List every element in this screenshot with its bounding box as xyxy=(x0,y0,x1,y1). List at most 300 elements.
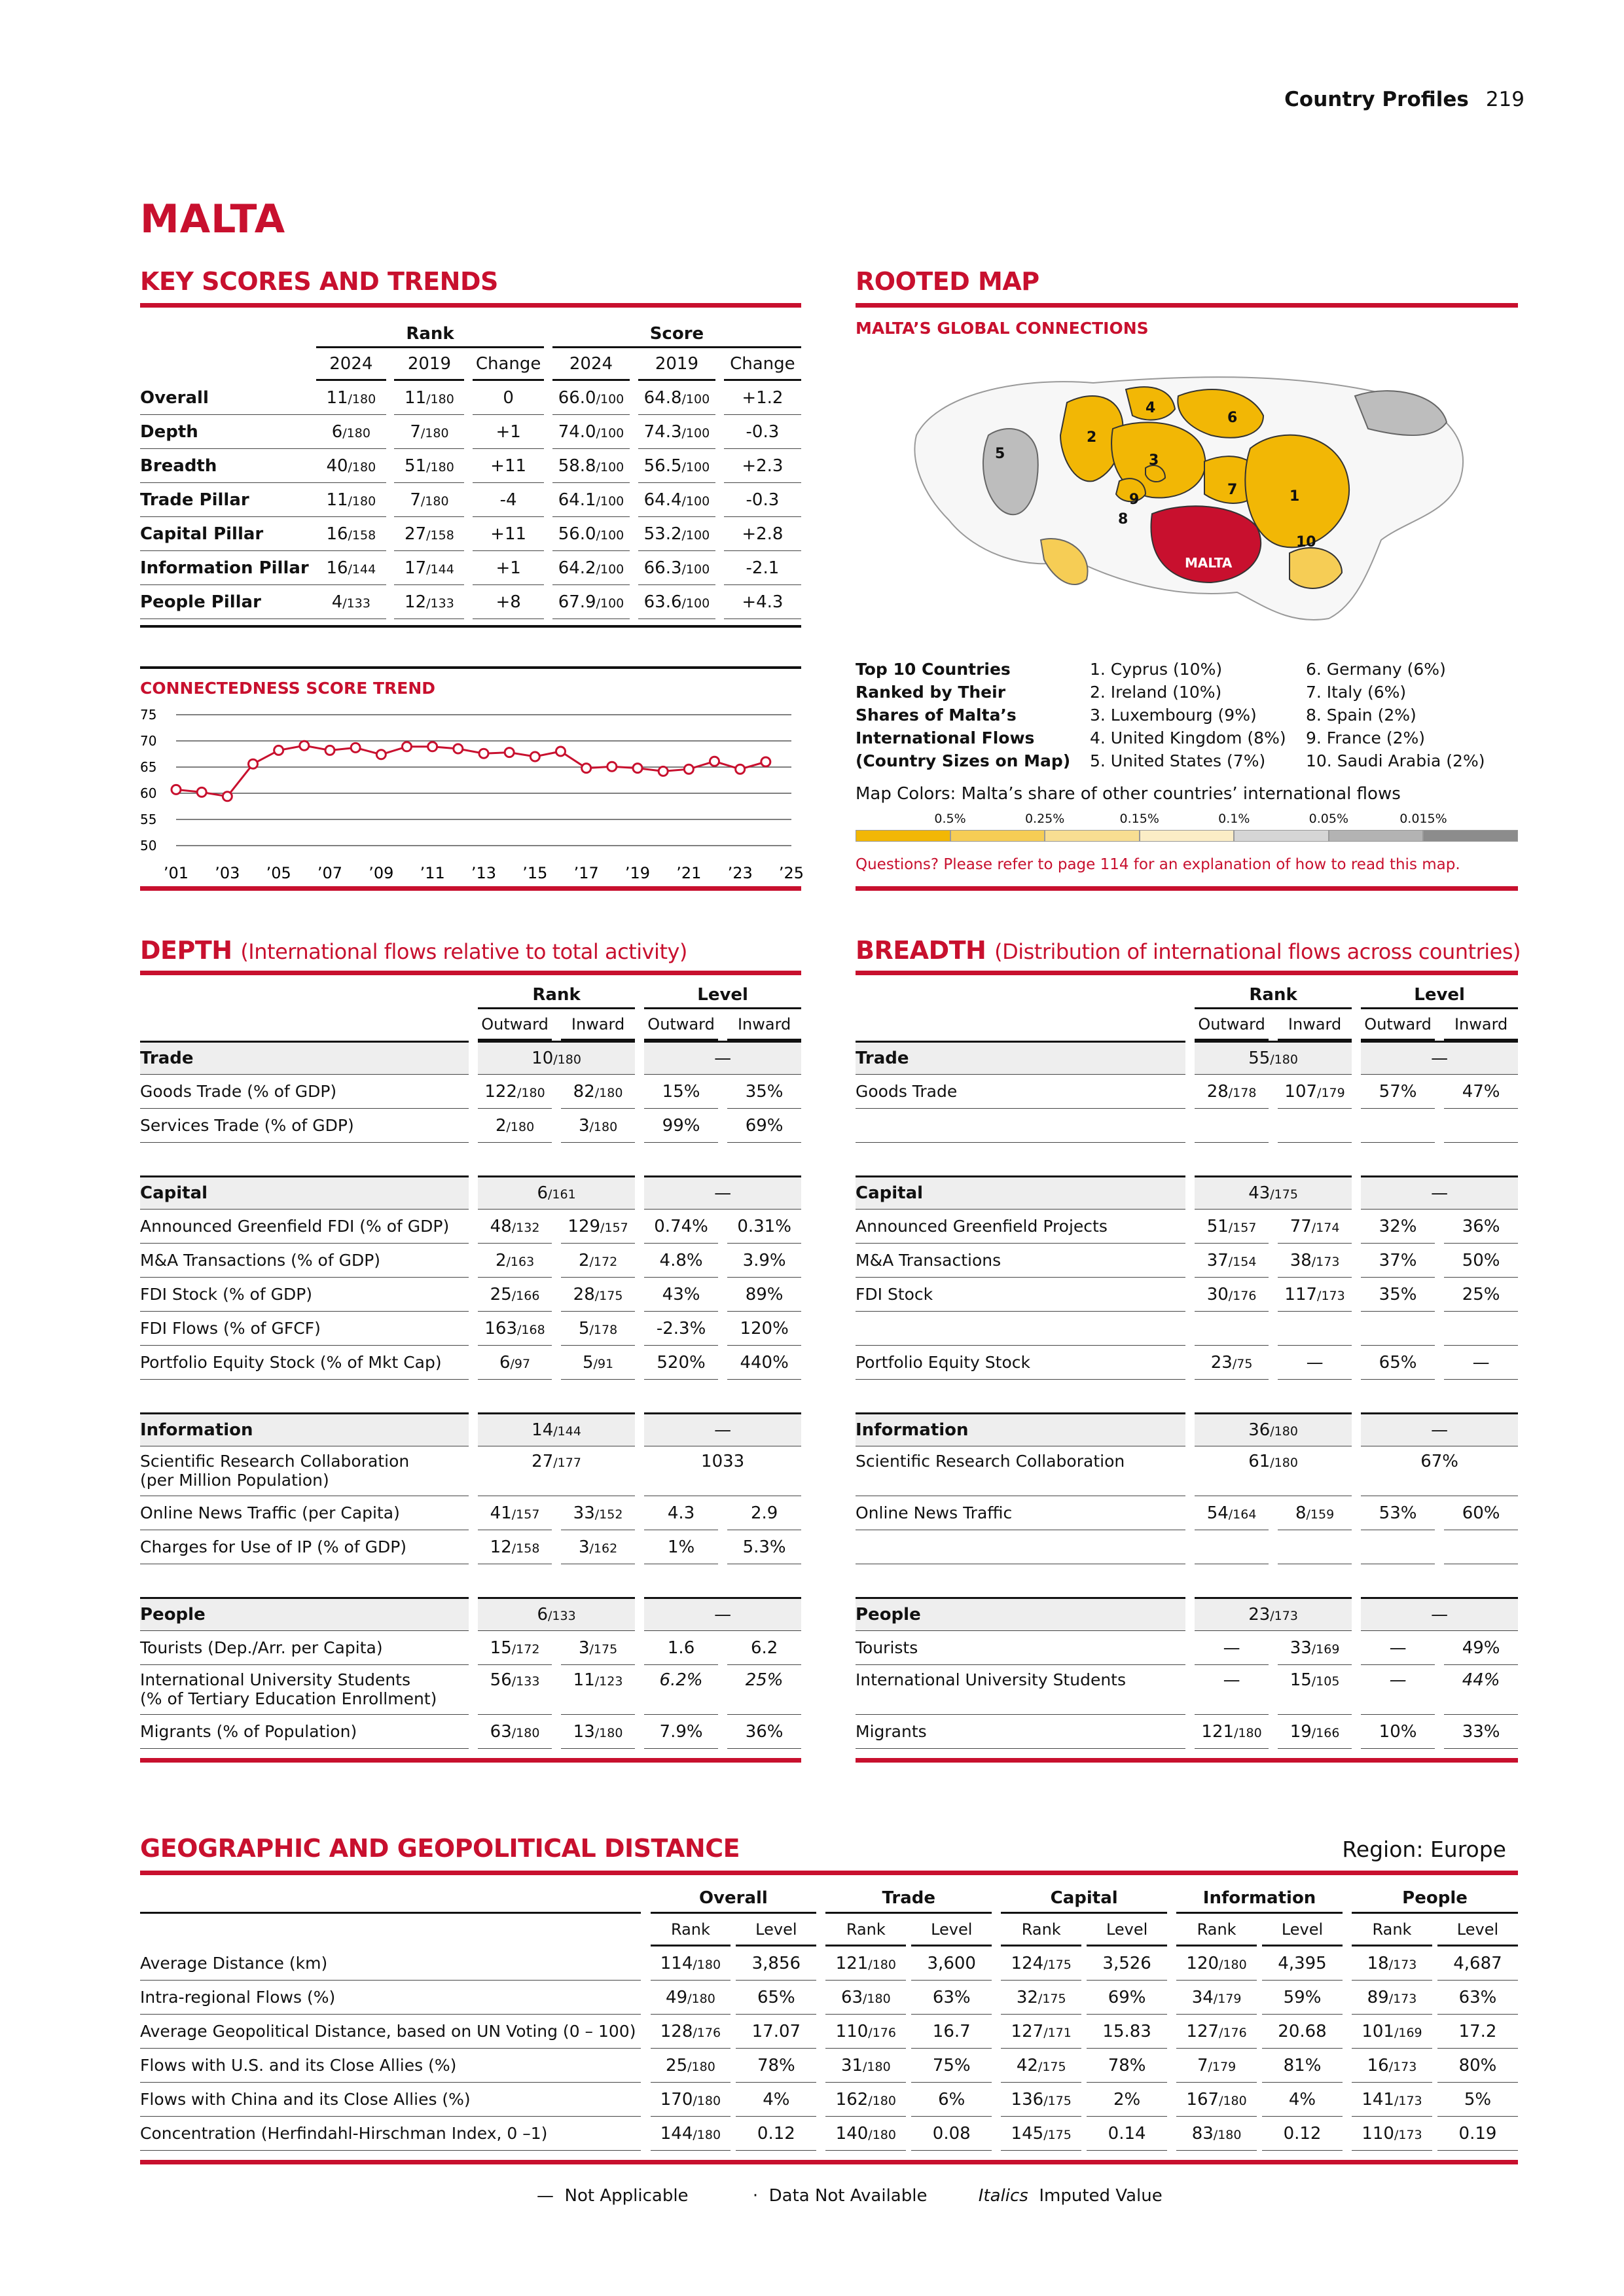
rank-denominator: /162 xyxy=(589,1541,618,1556)
level-value xyxy=(1444,1312,1518,1346)
group-row xyxy=(856,1175,1518,1210)
rank-value: 37 xyxy=(1206,1250,1229,1270)
rank-denominator: /97 xyxy=(510,1356,531,1371)
row-label-line2: (% of Tertiary Education Enrollment) xyxy=(140,1689,437,1708)
row-label: Services Trade (% of GDP) xyxy=(140,1116,354,1135)
row-label: Trade Pillar xyxy=(140,483,316,517)
score-value: 53.2 xyxy=(643,524,682,544)
rank-denominator: /180 xyxy=(517,1085,545,1100)
level-value: 60% xyxy=(1444,1496,1518,1530)
rank-denominator: /178 xyxy=(1228,1085,1257,1100)
level-value: 69% xyxy=(1087,1981,1167,2015)
level-value: 65% xyxy=(1361,1346,1435,1380)
level-value: 0.08 xyxy=(911,2117,992,2151)
table-row xyxy=(140,517,801,551)
rank-denominator: /159 xyxy=(1306,1507,1335,1522)
group-label: Information xyxy=(856,1412,1185,1446)
score-denominator: /100 xyxy=(596,528,624,543)
rank-value: 163 xyxy=(484,1318,518,1338)
top10-title-line: International Flows xyxy=(856,728,1035,747)
score-value: 56.0 xyxy=(558,524,596,544)
level-value: 36% xyxy=(727,1715,801,1749)
rank-denominator: /180 xyxy=(342,425,370,440)
rank-header: Rank xyxy=(478,982,635,1009)
rank-denominator: /173 xyxy=(1388,1991,1417,2006)
rank-value: 54 xyxy=(1206,1503,1229,1523)
page-number: 219 xyxy=(1485,88,1525,111)
map-note: Questions? Please refer to page 114 for an explanation of how to read this map. xyxy=(856,856,1460,873)
column-header: Level xyxy=(1087,1914,1167,1946)
rank-denominator: /133 xyxy=(511,1674,540,1689)
rank-value: 101 xyxy=(1362,2021,1394,2041)
rank-denominator: /180 xyxy=(506,1119,535,1134)
x-tick-label: ’19 xyxy=(624,864,651,882)
x-tick-label: ’11 xyxy=(420,864,445,882)
rank-value: 82 xyxy=(573,1081,595,1102)
group-row xyxy=(140,1175,801,1210)
row-label: Tourists (Dep./Arr. per Capita) xyxy=(140,1638,383,1657)
rank-denominator: /175 xyxy=(589,1641,618,1657)
level-value: 50% xyxy=(1444,1244,1518,1278)
rank-denominator: /133 xyxy=(342,596,370,611)
chart-title: CONNECTEDNESS SCORE TREND xyxy=(140,679,436,698)
legend-label: 0.015% xyxy=(1399,812,1447,826)
score-value: 66.3 xyxy=(643,558,682,578)
group-level: — xyxy=(644,1175,801,1210)
row-label: M&A Transactions xyxy=(856,1251,1001,1270)
level-value: 1033 xyxy=(644,1446,801,1496)
rank-denominator: /171 xyxy=(1043,2025,1072,2040)
rank-value: 12 xyxy=(490,1537,512,1557)
rank-value: 110 xyxy=(1362,2123,1394,2144)
rank-denominator: /175 xyxy=(1270,1187,1298,1202)
rank-value: 56 xyxy=(490,1670,512,1690)
table-row xyxy=(856,1210,1518,1244)
level-value: 520% xyxy=(644,1346,718,1380)
rank-denominator: /180 xyxy=(868,2127,896,2142)
depth-title xyxy=(140,936,687,965)
rank-value: 15 xyxy=(1290,1670,1312,1690)
score-change: +4.3 xyxy=(724,585,801,619)
level-value: 0.12 xyxy=(736,2117,816,2151)
top10-item: 3. Luxembourg (9%) xyxy=(1090,706,1257,725)
rank-value: 36 xyxy=(1248,1420,1271,1440)
geo-group-header: Capital xyxy=(1001,1884,1167,1914)
rank-denominator: /173 xyxy=(1388,1957,1417,1972)
level-value: 99% xyxy=(644,1109,718,1143)
table-row xyxy=(856,1665,1518,1715)
rank-value: 48 xyxy=(490,1216,512,1236)
rank-denominator: /173 xyxy=(1394,2127,1422,2142)
table-row xyxy=(856,1312,1518,1346)
level-value: 440% xyxy=(727,1346,801,1380)
level-value xyxy=(1444,1109,1518,1143)
score-value: 64.8 xyxy=(643,387,682,408)
level-value: 3,600 xyxy=(911,1946,992,1981)
column-header: 2019 xyxy=(638,348,715,381)
rank-value: 127 xyxy=(1011,2021,1044,2041)
group-row xyxy=(140,1041,801,1075)
table-row xyxy=(140,1981,1518,2015)
rank-denominator: /173 xyxy=(1394,2093,1422,2108)
rank-denominator: /163 xyxy=(506,1254,535,1269)
table-row xyxy=(140,483,801,517)
row-label: Depth xyxy=(140,415,316,449)
table-row xyxy=(856,1278,1518,1312)
row-label: Concentration (Herfindahl-Hirschman Index, 0 –1) xyxy=(140,2117,641,2151)
level-value: 0.74% xyxy=(644,1210,718,1244)
rule xyxy=(140,1758,801,1763)
group-level: — xyxy=(1361,1412,1518,1446)
legend-footer xyxy=(537,2186,1163,2206)
table-row xyxy=(140,449,801,483)
rank-value: 5 xyxy=(583,1352,594,1372)
x-tick-label: ’09 xyxy=(369,864,394,882)
score-change: +2.3 xyxy=(724,449,801,483)
level-value: 47% xyxy=(1444,1075,1518,1109)
level-value: 4% xyxy=(736,2083,816,2117)
map-number: 5 xyxy=(995,446,1005,462)
rule xyxy=(856,303,1518,308)
top10-item: 9. France (2%) xyxy=(1306,728,1426,747)
rank-value: 38 xyxy=(1290,1250,1312,1270)
level-value: — xyxy=(1361,1631,1435,1665)
rank-value: 23 xyxy=(1210,1352,1233,1372)
top10-item: 2. Ireland (10%) xyxy=(1090,683,1222,702)
group-row xyxy=(140,1412,801,1446)
rooted-map xyxy=(897,357,1486,632)
rank-value: 83 xyxy=(1191,2123,1214,2144)
score-denominator: /100 xyxy=(596,425,624,440)
level-value: 44% xyxy=(1444,1665,1518,1715)
score-value: 56.5 xyxy=(643,456,682,476)
rank-change: 0 xyxy=(473,381,544,415)
level-value: 78% xyxy=(736,2049,816,2083)
rank-denominator: /180 xyxy=(348,493,376,509)
score-denominator: /100 xyxy=(681,562,710,577)
group-row xyxy=(856,1412,1518,1446)
section-name: Country Profiles xyxy=(1284,88,1469,111)
map-number: 4 xyxy=(1146,400,1156,416)
row-label: Online News Traffic (per Capita) xyxy=(140,1503,400,1522)
rule xyxy=(140,303,801,308)
map-number: 9 xyxy=(1129,492,1140,508)
score-value: 74.0 xyxy=(558,422,596,442)
trend-line xyxy=(176,745,766,797)
geo-group-header: Information xyxy=(1176,1884,1343,1914)
column-header: Inward xyxy=(561,1009,635,1041)
row-label: Average Geopolitical Distance, based on UN Voting (0 – 100) xyxy=(140,2015,641,2049)
rule xyxy=(140,1871,1518,1875)
top10-title-line: Ranked by Their xyxy=(856,683,1006,702)
level-value: 1.6 xyxy=(644,1631,718,1665)
rank-value: 27 xyxy=(405,524,427,544)
data-point xyxy=(505,748,514,757)
rank-denominator: /175 xyxy=(594,1288,623,1303)
geo-table xyxy=(140,1884,1518,2164)
rule xyxy=(140,2160,1518,2164)
rank-denominator: /175 xyxy=(1038,1991,1066,2006)
legend-swatch xyxy=(1423,830,1518,842)
level-value: 6% xyxy=(911,2083,992,2117)
row-label: FDI Stock (% of GDP) xyxy=(140,1285,313,1304)
level-value: 37% xyxy=(1361,1244,1435,1278)
legend-swatch xyxy=(1140,830,1235,842)
rank-value: 23 xyxy=(1248,1605,1271,1624)
rank-denominator: /180 xyxy=(1270,1456,1298,1470)
data-point xyxy=(556,747,566,756)
rank-value: 89 xyxy=(1367,1987,1389,2007)
column-header: Change xyxy=(724,348,801,381)
level-value: 0.12 xyxy=(1262,2117,1343,2151)
rank-denominator: /180 xyxy=(589,1119,618,1134)
rank-denominator: /179 xyxy=(1208,2059,1236,2074)
score-change: +2.8 xyxy=(724,517,801,551)
rank-value: 3 xyxy=(578,1537,590,1557)
rank-denominator: /180 xyxy=(1234,1725,1262,1740)
rank-value: 129 xyxy=(568,1216,601,1236)
table-row xyxy=(140,381,801,415)
level-value: 3.9% xyxy=(727,1244,801,1278)
level-value: 81% xyxy=(1262,2049,1343,2083)
row-label: People Pillar xyxy=(140,585,316,619)
rank-denominator: /178 xyxy=(589,1322,618,1337)
rank-denominator: /154 xyxy=(1228,1254,1257,1269)
rank-denominator: /180 xyxy=(1270,1052,1298,1067)
top10-list-left xyxy=(1090,658,1286,772)
rank-value: 6 xyxy=(499,1352,511,1372)
table-row xyxy=(140,1278,801,1312)
rank-value: 43 xyxy=(1248,1183,1271,1203)
rank-value: 77 xyxy=(1290,1216,1312,1236)
depth-subtitle: (International flows relative to total activity) xyxy=(240,939,687,964)
rank-denominator: /180 xyxy=(1270,1424,1298,1439)
rank-value: — xyxy=(1306,1352,1324,1372)
data-point xyxy=(249,759,258,768)
rank-value: 11 xyxy=(326,387,348,408)
top10-title xyxy=(856,658,1070,772)
group-level: — xyxy=(1361,1597,1518,1631)
table-row xyxy=(140,551,801,585)
rank-value: 30 xyxy=(1206,1284,1229,1304)
rank-denominator: /175 xyxy=(1043,2127,1072,2142)
rank-change: -4 xyxy=(473,483,544,517)
rank-value: 7 xyxy=(410,490,421,510)
row-label: Flows with U.S. and its Close Allies (%) xyxy=(140,2049,641,2083)
column-header: Rank xyxy=(1352,1914,1432,1946)
imputed-label: Imputed Value xyxy=(1039,2186,1163,2206)
level-value: 0.31% xyxy=(727,1210,801,1244)
group-label: Capital xyxy=(856,1175,1185,1210)
rank-denominator: /123 xyxy=(594,1674,623,1689)
table-row xyxy=(140,1665,801,1715)
rank-value: 34 xyxy=(1191,1987,1214,2007)
level-value: 17.07 xyxy=(736,2015,816,2049)
level-value: 15% xyxy=(644,1075,718,1109)
row-label: Online News Traffic xyxy=(856,1503,1013,1522)
level-value: 5.3% xyxy=(727,1530,801,1564)
row-label: Announced Greenfield Projects xyxy=(856,1217,1108,1236)
score-change: -0.3 xyxy=(724,415,801,449)
imputed-symbol: Italics xyxy=(978,2186,1028,2206)
level-value: 78% xyxy=(1087,2049,1167,2083)
rank-value: 51 xyxy=(405,456,427,476)
rank-value: 55 xyxy=(1248,1049,1271,1068)
column-header: Rank xyxy=(651,1914,731,1946)
group-level: — xyxy=(1361,1175,1518,1210)
rule xyxy=(140,886,801,891)
row-label: Migrants xyxy=(856,1722,927,1741)
data-point xyxy=(428,742,437,751)
level-value: 65% xyxy=(736,1981,816,2015)
score-denominator: /100 xyxy=(596,391,624,406)
score-change: -2.1 xyxy=(724,551,801,585)
group-level: — xyxy=(644,1597,801,1631)
rank-value: 127 xyxy=(1186,2021,1219,2041)
column-header: Outward xyxy=(1361,1009,1435,1041)
table-row xyxy=(140,1530,801,1564)
rank-denominator: /132 xyxy=(511,1220,540,1235)
map-number: 1 xyxy=(1290,488,1300,505)
column-header: 2024 xyxy=(552,348,630,381)
legend-label: 0.5% xyxy=(934,812,966,826)
level-value: 69% xyxy=(727,1109,801,1143)
level-value: 2.9 xyxy=(727,1496,801,1530)
x-tick-label: ’15 xyxy=(522,864,548,882)
level-value: 75% xyxy=(911,2049,992,2083)
na-symbol: — xyxy=(537,2186,554,2206)
rank-denominator: /91 xyxy=(593,1356,614,1371)
row-label: FDI Flows (% of GFCF) xyxy=(140,1319,321,1338)
rank-denominator: /180 xyxy=(693,2093,721,2108)
score-denominator: /100 xyxy=(596,562,624,577)
map-number: 2 xyxy=(1087,429,1097,446)
rank-denominator: /180 xyxy=(553,1052,581,1067)
rank-denominator: /180 xyxy=(863,1991,891,2006)
rank-denominator: /172 xyxy=(589,1254,618,1269)
table-row xyxy=(856,1715,1518,1749)
rank-value: 2 xyxy=(495,1250,507,1270)
rank-header: Rank xyxy=(1195,982,1352,1009)
column-header: Level xyxy=(1437,1914,1518,1946)
row-label: Scientific Research Collaboration xyxy=(856,1452,1125,1471)
rank-denominator: /180 xyxy=(348,459,376,475)
geo-group-header: People xyxy=(1352,1884,1518,1914)
rank-value: 14 xyxy=(532,1420,554,1440)
column-header: Change xyxy=(473,348,544,381)
table-row xyxy=(140,2049,1518,2083)
score-denominator: /100 xyxy=(681,391,710,406)
rank-denominator: /176 xyxy=(1219,2025,1247,2040)
table-row xyxy=(140,1631,801,1665)
rank-denominator: /180 xyxy=(693,1957,721,1972)
key-scores-title: KEY SCORES AND TRENDS xyxy=(140,267,498,296)
level-value: 6.2 xyxy=(727,1631,801,1665)
level-value: 67% xyxy=(1361,1446,1518,1496)
score-denominator: /100 xyxy=(596,493,624,509)
y-tick-label: 50 xyxy=(140,838,157,853)
rank-value: 11 xyxy=(573,1670,595,1690)
column-header: 2024 xyxy=(316,348,386,381)
level-value: 63% xyxy=(1437,1981,1518,2015)
score-value: 64.2 xyxy=(558,558,596,578)
rank-value: 145 xyxy=(1011,2123,1044,2144)
na-label: Not Applicable xyxy=(564,2186,689,2206)
map-number: 6 xyxy=(1227,410,1238,426)
level-value: 32% xyxy=(1361,1210,1435,1244)
map-color-legend xyxy=(856,812,1518,844)
level-value: 53% xyxy=(1361,1496,1435,1530)
table-row xyxy=(140,2015,1518,2049)
table-row xyxy=(140,1446,801,1496)
score-denominator: /100 xyxy=(681,459,710,475)
rank-value: 33 xyxy=(573,1503,595,1523)
column-header: Rank xyxy=(825,1914,906,1946)
rooted-map-title: ROOTED MAP xyxy=(856,267,1039,296)
row-label: Goods Trade (% of GDP) xyxy=(140,1082,337,1101)
level-value: 17.2 xyxy=(1437,2015,1518,2049)
rank-denominator: /180 xyxy=(420,493,449,509)
score-denominator: /100 xyxy=(681,425,710,440)
rank-value: — xyxy=(1223,1638,1240,1658)
rank-denominator: /179 xyxy=(1213,1991,1242,2006)
group-row xyxy=(856,1041,1518,1075)
page-header xyxy=(1284,88,1525,111)
data-point xyxy=(325,745,334,755)
rank-denominator: /168 xyxy=(517,1322,545,1337)
score-value: 63.6 xyxy=(643,592,682,612)
data-point xyxy=(736,764,745,774)
row-label: M&A Transactions (% of GDP) xyxy=(140,1251,381,1270)
rank-denominator: /180 xyxy=(868,1957,896,1972)
score-header: Score xyxy=(552,321,801,348)
rank-change: +1 xyxy=(473,551,544,585)
rank-value: 42 xyxy=(1016,2055,1038,2075)
rank-value: 144 xyxy=(660,2123,693,2144)
data-point xyxy=(403,742,412,751)
group-label: People xyxy=(856,1597,1185,1631)
rank-denominator: /180 xyxy=(1219,2093,1247,2108)
rooted-map-subtitle: MALTA’S GLOBAL CONNECTIONS xyxy=(856,319,1149,338)
rank-value: 19 xyxy=(1290,1721,1312,1742)
level-value: 4.8% xyxy=(644,1244,718,1278)
x-tick-label: ’25 xyxy=(778,864,804,882)
rule xyxy=(856,886,1518,891)
rank-value: 12 xyxy=(405,592,427,612)
group-level: — xyxy=(644,1412,801,1446)
y-tick-label: 70 xyxy=(140,733,157,749)
table-row xyxy=(140,2117,1518,2151)
group-level: — xyxy=(644,1041,801,1075)
rule xyxy=(140,971,801,975)
level-value: 1% xyxy=(644,1530,718,1564)
rank-denominator: /133 xyxy=(548,1609,576,1623)
table-row xyxy=(140,1946,1518,1981)
level-value: 0.19 xyxy=(1437,2117,1518,2151)
row-label: Announced Greenfield FDI (% of GDP) xyxy=(140,1217,450,1236)
top10-title-line: Shares of Malta’s xyxy=(856,706,1017,725)
rank-denominator: /175 xyxy=(1038,2059,1066,2074)
top10-list-right xyxy=(1306,658,1485,772)
data-point xyxy=(351,743,360,752)
rank-value: 40 xyxy=(326,456,348,476)
rank-denominator: /180 xyxy=(1219,1957,1247,1972)
table-row xyxy=(140,1210,801,1244)
rank-value: 121 xyxy=(1201,1721,1235,1742)
rank-value: 63 xyxy=(840,1987,863,2007)
y-tick-label: 75 xyxy=(140,707,157,723)
level-header: Level xyxy=(1361,982,1518,1009)
